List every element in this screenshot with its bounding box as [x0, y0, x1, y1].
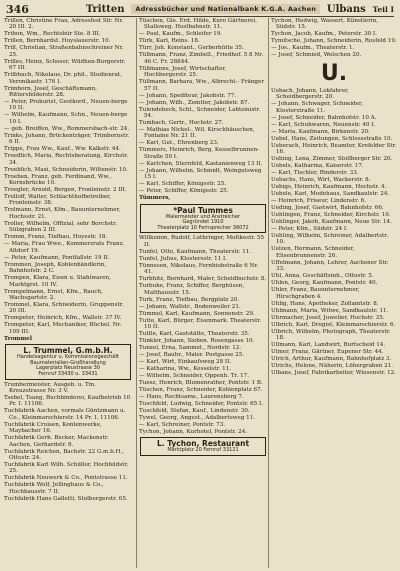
directory-entry: Uebachs, Hans, Wirt, Wackerstr. 8.: [271, 177, 371, 184]
directory-entry: Ulbans, Josef, Fabrikarbeiter, Wiesenstr. 12.: [271, 370, 396, 377]
directory-entry: Tromm, Franz, Tiefbau, Hoyestr. 18.: [4, 234, 108, 241]
ad-trummel-line: Fernruf 33430 u. 33431: [38, 370, 98, 377]
directory-entry: Tulendebeck, Schl., Schneider, Lahtsinistr. 54.: [139, 106, 261, 120]
directory-entry: — Katharina, Ww., Kesselstr. 11.: [139, 366, 232, 373]
directory-entry: Trimborn, Josef, Geschäftsmann, Rittersfelderstr. 28.: [4, 85, 98, 99]
directory-entry: — Josef, Schmied, Welschen 20.: [271, 52, 362, 59]
directory-entry: Trill, Christian, Straßenbahnschreiner Nr. 25.: [4, 45, 124, 58]
directory-entry: Trompeter, Karl, Mechaniker, Büchel. Nr. 109 III.: [4, 322, 122, 335]
directory-entry: Tychon, Hedwig, Wassert, Künstlerin, Südstr. 15.: [271, 18, 379, 31]
directory-entry: — Wilhelm, Kaufmann, Schn., Neuen-berge 10 I.: [4, 112, 128, 125]
directory-entry: Ullmann, Karl, Landwirt, Burtscheid 14.: [271, 342, 386, 349]
directory-entry: Tuchfabrik Aachen, vormals Güntzmann u. Co., Kleinmarschierstr. 14 Pr. I. 11106.: [4, 408, 126, 421]
directory-entry: Ulbrich, Wilhelm, Photograph, Theaterstr. 18.: [271, 328, 391, 342]
directory-entry: Tüllmann, Franz, Zimbell., Friedhof. 5 8 Nr. 46 C. Fr. 28844.: [139, 52, 264, 65]
directory-entry: Troeblich, Maxi, Schneiderin, Wiltenstr. 10.: [4, 166, 128, 173]
ad-tummes-title: *Paul Tummes: [173, 205, 233, 215]
header-teil: Teil I: [372, 4, 394, 14]
directory-entry: Trommel, Klara, Schneiderin, Gruppenstr. 20 III.: [4, 301, 124, 315]
directory-entry: — Karl, Schreiner, Pontstr. 73.: [139, 422, 226, 429]
directory-entry: Tribun, Wm., Rechtsbür Ste. 8 III.: [4, 31, 101, 38]
directory-entry: Tychon, Jacob, Kaufm., Peterstr. 30 I.: [271, 31, 377, 38]
directory-entry: — Johann, Wilh., Zemtter, Jakobstr. 87.: [139, 99, 250, 106]
directory-entry: Trillen, Bernhardst. Hoyslauerstr. 10.: [4, 38, 111, 45]
column-2-entries: [139, 18, 267, 202]
ad-trummel-title: L. Trummel, G.m.b.H.: [23, 346, 113, 356]
directory-entry: — Hans, Rechtsanw., Laurensberg 7.: [139, 394, 244, 401]
directory-entry: Türk, Karl, Reins. 18.: [139, 38, 200, 45]
directory-entry: Troedlich, Maria, Rechtsberatung, Kirchstr. 34.: [4, 153, 129, 166]
column-3-entries: [271, 18, 397, 59]
directory-entry: Tuchfabrik Wolf, Jellinghaus & Co., Hochbausstr. 7 II.: [4, 482, 104, 495]
directory-entry: — Johann, Wilhelm, Schmidt, Weingutsweg 15 I.: [139, 167, 262, 181]
directory-entry: Turbhitz, Bernhard, Maler, Scheidbuchstr. 8.: [139, 276, 267, 283]
directory-entry: — Jos., Kaufm., Theaterstr. 1.: [271, 45, 355, 52]
ad-tummes-line: Theaterplatz 10 Fernsprecher 36072: [157, 224, 249, 231]
column-1-entries: [4, 18, 132, 342]
directory-entry: Tuchfabrik Neuwerk & Co., Pontstrasse 11.: [4, 475, 128, 482]
directory-entry: Türr, Joh. Konstant., Gerberhütte 35.: [139, 45, 244, 52]
column-2: [136, 18, 267, 568]
directory-entry: Tymitsche, Johann, Schneiderin, Rosfeld 19.: [271, 38, 397, 45]
directory-entry: Trommel: [4, 335, 32, 342]
directory-entry: Uelzen, Hermann, Schneider, Elisenbrunnenstr. 26.: [271, 246, 355, 259]
directory-entry: — Mathias Nickel-, Wil. Kirschhäuschen, Fontaine Nr. 21 II.: [139, 127, 255, 140]
columns: [4, 18, 396, 568]
column-3: [268, 18, 397, 568]
ad-tychon-title: L. Tychon, Restaurant: [156, 439, 250, 449]
directory-entry: Uehlinger, Jakob, Kaufmann, Neue Str. 14.: [271, 219, 392, 226]
directory-entry: Tuschfeld, Stefan, Kauf., Lindenstr. 30.: [139, 408, 250, 415]
directory-entry: — Johann, Spediteur, Jakobstr. 77.: [139, 92, 237, 99]
directory-entry: Uhlig, Hans, Apotheker, Zollamtstr. 8.: [271, 300, 379, 307]
page-header: [6, 2, 394, 17]
directory-entry: — Johann, Wallstr., Bodenweiler 21.: [139, 303, 241, 310]
directory-entry: Tunzel, Erna, Sammel., Nordstr. 12.: [139, 345, 242, 352]
directory-entry: Uehlingen, Franz, Schneider, Kirchstr. 10.: [271, 212, 391, 219]
directory-entry: Troegler, Arnold, Bergen, Fronleinstr. 2 III.: [4, 187, 127, 194]
directory-entry: Tuschfeld, Ludwig, Schneider, Pontstr. 65 I.: [139, 401, 264, 408]
directory-entry: Trommen, Joseph, Kohlenhändlerin, Bahnhofstr. 2 C.: [4, 261, 107, 275]
directory-entry: Trilles, Heinz, Schoser, Wildhen-Burgerstr. 67 III.: [4, 58, 126, 72]
directory-entry: Tüschen, Gle. Erd. Hilde, Kuro Gärtnerei, Stallsweg. Hostbahnstr. 11.: [139, 18, 257, 31]
directory-entry: Uhlmann, Maria, Witwe, Sandkaulstr. 11.: [271, 307, 389, 314]
ad-trummel-line: Handelsagentur u. Kommissionsgeschäft: [17, 354, 119, 361]
directory-entry: Turbuke, Franz, Schiffer, Berghüsen, Matthausstr. 15.: [139, 283, 245, 296]
page-number: 346: [6, 2, 29, 16]
directory-entry: — Peter, Kfm., Südstr. 24 I.: [271, 226, 348, 233]
directory-entry: Tünkler, Johann, Sieben. Rosengasse 10.: [139, 338, 255, 345]
directory-entry: Tuchfabrik Cruisen, Kontenwerke, Maybacher 16.: [4, 421, 102, 435]
directory-entry: Trompen, Klara, Eisen u. Stahlwaren, Marktgrst. 10 IV.: [4, 275, 111, 288]
directory-entry: Tümmers, Heinrich, Berg, Kesselbrunnen-Straße 50 I.: [139, 147, 259, 160]
header-right-word: Ulbans: [326, 3, 366, 15]
directory-entry: — Josef, Bauhr., Maler. Postgasse 25.: [139, 352, 245, 359]
ad-trummel-line: Lagerplatz Neustrasse 30: [36, 365, 100, 372]
directory-entry: Tsebel, Tsang, Buchbinderei, Kaufbetrieb 10 Pr. I. 11106.: [4, 394, 131, 408]
directory-entry: — Karl, Gut., Ehrenberg 23.: [139, 140, 219, 147]
column-1: [4, 18, 132, 568]
directory-entry: Tüschen, Franz, Schneider, Kohlenplatz 67.: [139, 387, 263, 394]
directory-entry: Trompelmann, Ernst, Kfm., Rauch, Wachsgartstr. 2.: [4, 288, 103, 301]
ad-tummes: [140, 204, 266, 234]
header-left-word: Tritten: [85, 3, 125, 15]
directory-entry: — Karl, Schiffer, Königsstr. 25.: [139, 181, 227, 188]
directory-entry: Trumbermeister, Ausgeb. u. Tm. Kreuzstrasse Nr. 3 V.: [4, 381, 96, 394]
directory-entry: Tunfel, Julius, Klostersstr. 11 I.: [139, 255, 228, 262]
directory-entry: Tuttle, Karl, Gaststätte, Theaterstr. 35.: [139, 331, 250, 338]
section-letter-u: U.: [320, 60, 348, 86]
directory-entry: — Karl, Wirt, Einkaufsweg 28 II.: [139, 359, 232, 366]
directory-entry: — Johann, Schwager, Schneider, Klosterstraße 11.: [271, 101, 363, 114]
directory-entry: — Peter, Prokurist, Gestkord., Neuen-berge 10 II.: [4, 99, 128, 112]
ad-tychon: [140, 437, 266, 456]
directory-entry: — Peter, Kaufmann, Pontfallstr. 19 II.: [4, 254, 110, 261]
directory-entry: Tuchfabrik Hans Galletti, Stolbergerstr. 65.: [4, 495, 128, 502]
directory-entry: — Wilhelm, Schneider, Oppenh. Tr. 17.: [139, 373, 249, 380]
directory-entry: Uebigs, Heinrich, Kaufmann, Hochstr. 4.: [271, 184, 387, 191]
directory-entry: Tuchfabrik Karl Wilh. Schüller, Hochfeldstr. 25.: [4, 461, 129, 475]
directory-entry: — Maria, Kaufmann, Birkenstr. 20.: [271, 128, 370, 135]
directory-entry: Uebele, Karl, Modehaus, Sandkaulstr. 24.: [271, 191, 390, 198]
directory-entry: Uhler, Franz, Bauunternehmer, Hirschgraben 4.: [271, 287, 360, 300]
directory-entry: Uhlen, Georg, Kaufmann, Pontstr. 40.: [271, 280, 378, 287]
ad-tummes-line: Gegründet 1910: [182, 219, 224, 226]
directory-entry: Tumbach, Gertr., Hochstr. 27.: [139, 120, 224, 127]
directory-entry: Tywel, Georg, Angest., Adalbertsweg 11.: [139, 415, 256, 422]
directory-entry: Willkomm, Rudolf, Lothringer, Moltkestr. 55 II.: [139, 235, 265, 248]
directory-entry: Ueberach, Heinrich, Beamter, Krefelder Str. 16.: [271, 142, 397, 156]
directory-entry: Uehling, Wilhelm, Schreiner, Adalbertstr. 10.: [271, 233, 389, 246]
ad-trummel-line: Baumaterialien-Großhandlung: [30, 359, 106, 366]
directory-entry: Trolmann, Ernst, Kfm., Bauunternehmer, Hochsstr. 21.: [4, 207, 121, 220]
directory-entry: Uhl, Anna, Geschäftsinh., Ottostr. 5.: [271, 273, 374, 280]
directory-entry: Tuchfabrik Gerh. Becker, Mackenstr. Aachen, Gerhardstr. 8.: [4, 435, 109, 448]
column-2-entries-b: [139, 235, 267, 435]
directory-entry: Uffelmann, Johann, Lehrer, Aachener Str. 33.: [271, 259, 389, 273]
directory-entry: Ulrichs, Helene, Näherin, Löhergraben 21.: [271, 363, 394, 370]
directory-entry: Uhrmacher, Josef, Juwelier, Hochstr. 35.: [271, 314, 385, 321]
directory-entry: Tunfel, Otto, Kaufmann, Theaterstr. 11.: [139, 248, 252, 255]
directory-entry: Tychon, Johann, Kurhotel, Pontstr. 24.: [139, 429, 248, 436]
directory-entry: Ulmer, Franz, Gärtner, Eupener Str. 44.: [271, 349, 384, 356]
ad-trummel: [5, 344, 131, 379]
directory-entry: Tünnesen, Nikolaus, Fernbiobstraße 6 Nr. 41.: [139, 262, 259, 276]
directory-entry: — Karl, Tischler, Rinderstr. 33.: [271, 170, 359, 177]
column-3-entries-b: [271, 88, 397, 377]
directory-entry: — Paul, Kaufm., Schleifer 19.: [139, 31, 223, 38]
directory-entry: Troeben, Franz, geb. Ferdinand, Ww., Kornsbrücke 10.: [4, 173, 112, 187]
directory-entry: — Karlchen, Sternfeld, Kastanienweg 13 II.: [139, 160, 263, 167]
directory-entry: Uebach, Johann, Lokfahrer, Scheidbergerstr. 20.: [271, 87, 349, 101]
directory-entry: Trinks, Johann, Brückenträger, Trimbornstr. 6 II.: [4, 132, 130, 146]
directory-entry: — Karl, Schuhwaren, Neuenstr. 40 I.: [271, 121, 376, 128]
ad-tummes-line: Malermeister und Anstreicher: [165, 213, 241, 220]
directory-entry: Turk, Franz, Tiefbau, Bergplatz 20.: [139, 296, 240, 303]
directory-entry: Trolloff, Walter, Schlachthofbetreiber, Fronleinstr. 38.: [4, 194, 111, 207]
directory-entry: Uebel, Hans, Zeitungen, Schlossstraße 10.: [271, 135, 393, 142]
directory-entry: Trillen, Christine Frau, Adressfest Str. Nr. 20 III. 2.: [4, 18, 124, 31]
directory-entry: — Josef, Schneider, Bahnhofstr. 10 A.: [271, 114, 377, 121]
directory-entry: Ulbrich, Karl, Drogist, Kleinmarschierstr. 6.: [271, 321, 396, 328]
directory-entry: — Peter, Schiffer, Königsstr. 25.: [139, 188, 229, 195]
directory-entry: Ueding, Josef, Gastwirt, Bahnhofstr. 66.: [271, 205, 384, 212]
directory-entry: — geb. Breiffen, Ww., Rommersbach-str. 24.: [4, 125, 130, 132]
directory-entry: Tuesz, Henrich, Blumenrather, Pontstr. 1 B.: [139, 380, 263, 387]
directory-entry: — Heinrich, Friseur, Lindenstr. 6.: [271, 198, 367, 205]
header-band: Adressbücher und Nationalbank K.G.A. Aachen: [131, 4, 320, 14]
directory-entry: Tümmers,: [139, 195, 171, 202]
directory-entry: Tüllmanns, Josef, Wirtschafter, Hochbergerstr. 25.: [139, 65, 227, 79]
ad-tychon-line: Marktplatz 20 Fernruf 33121: [167, 447, 239, 454]
column-1-entries-b: [4, 382, 132, 503]
directory-entry: — Maria, Frau Wwe., Kommerzrats Franz. Altdorf 19.: [4, 241, 125, 254]
directory-entry: Troller, Wilhelm, Offizial, sehr Borchstr. Sülzgraben 2 III.: [4, 220, 117, 234]
directory-entry: Tuchfabrik Reichen, Bachstr. 22 G.m.b.H., Ottostr. 24.: [4, 448, 124, 461]
directory-entry: Ulrich, Arthur, Kaufmann, Bahnhofplatz 3.: [271, 356, 392, 363]
directory-entry: Trippe, Frau Ww., Kauf., Ww. Kalkstr. 44.: [4, 146, 121, 153]
directory-entry: Trompeter, Heinrich, Kfm., Wallstr. 37 IV.: [4, 315, 122, 322]
directory-entry: Tüllmann, Barbara, Ww., Albrecht.- Fränger 57 II.: [139, 79, 265, 92]
directory-entry: Uebing, Lena, Zimmer, Stollberger Str. 20.: [271, 156, 393, 163]
directory-entry: Trilbhuch, Nikolaus, Dr. phil., Studienrat, Veronikastr. 176 I.: [4, 72, 122, 85]
directory-entry: Tutte, Karl, Bürger, Eisenmark. Theaterstr. 10 II.: [139, 317, 262, 331]
directory-entry: Tümmel, Karl, Kaufmann, Sonnenstr. 29.: [139, 310, 255, 317]
directory-entry: Uebels, Katharina, Kaiserstr. 17.: [271, 163, 364, 170]
